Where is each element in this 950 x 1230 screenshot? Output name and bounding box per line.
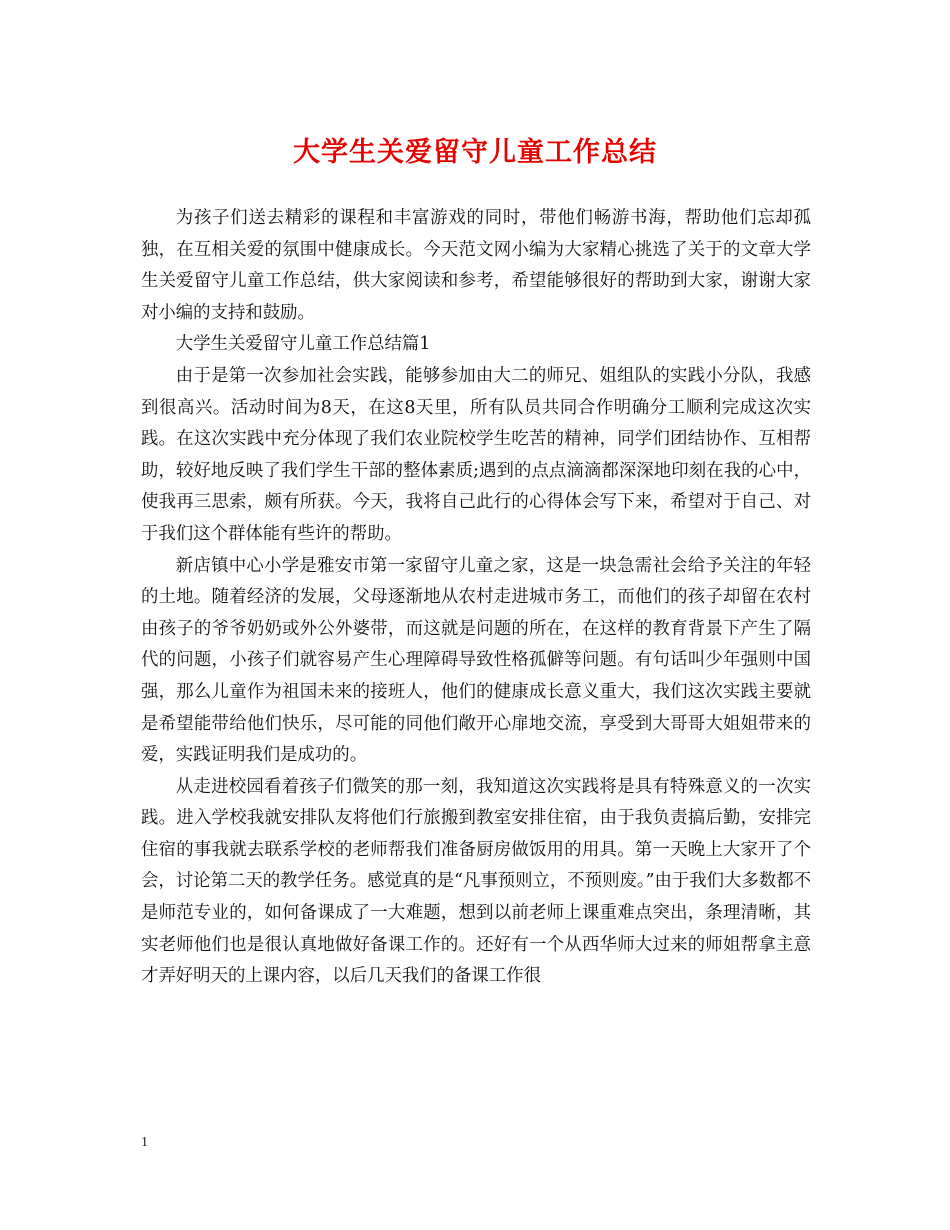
paragraph-practice: 由于是第一次参加社会实践，能够参加由大二的师兄、姐组队的实践小分队，我感到很高兴。活动时间为8天，在这8天里，所有队员共同合作明确分工顺利完成这次实践。在这次实践中充分体现了我们农业院校学生吃苦的精神，同学们团结协作、互相帮助，较好地反映了我们学生干部的整体素质;遇到的点点滴滴都深深地印刻在我的心中，使我再三思索，颇有所获。今天，我将自己此行的心得体会写下来，希望对于自己、对于我们这个群体能有些许的帮助。 xyxy=(141,365,811,544)
page-number: 1 xyxy=(141,1135,148,1150)
document-body xyxy=(141,203,811,993)
section-heading: 大学生关爱留守儿童工作总结篇1 xyxy=(175,334,431,355)
paragraph-campus: 从走进校园看着孩子们微笑的那一刻，我知道这次实践将是具有特殊意义的一次实践。进入学校我就安排队友将他们行旅搬到教室安排住宿，由于我负责搞后勤，安排完住宿的事我就去联系学校的老师帮我们准备厨房做饭用的用具。第一天晚上大家开了个会，讨论第二天的教学任务。感觉真的是“凡事预则立，不预则废。”由于我们大多数都不是师范专业的，如何备课成了一大难题，想到以前老师上课重难点突出，条理清晰，其实老师他们也是很认真地做好备课工作的。还好有一个从西华师大过来的师姐帮拿主意才弄好明天的上课内容，以后几天我们的备课工作很 xyxy=(141,776,811,987)
document-title: 大学生关爱留守儿童工作总结 xyxy=(293,137,657,168)
paragraph-school: 新店镇中心小学是雅安市第一家留守儿童之家，这是一块急需社会给予关注的年轻的土地。随着经济的发展，父母逐渐地从农村走进城市务工，而他们的孩子却留在农村由孩子的爷爷奶奶或外公外婆带，而这就是问题的所在，在这样的教育背景下产生了隔代的问题，小孩子们就容易产生心理障碍导致性格孤僻等问题。有句话叫少年强则中国强，那么儿童作为祖国未来的接班人，他们的健康成长意义重大，我们这次实践主要就是希望能带给他们快乐，尽可能的同他们敞开心扉地交流，享受到大哥哥大姐姐带来的爱，实践证明我们是成功的。 xyxy=(141,555,811,766)
paragraph-intro: 为孩子们送去精彩的课程和丰富游戏的同时，带他们畅游书海，帮助他们忘却孤独，在互相关爱的氛围中健康成长。今天范文网小编为大家精心挑选了关于的文章大学生关爱留守儿童工作总结，供大家阅读和参考，希望能够很好的帮助到大家，谢谢大家对小编的支持和鼓励。 xyxy=(141,208,811,323)
